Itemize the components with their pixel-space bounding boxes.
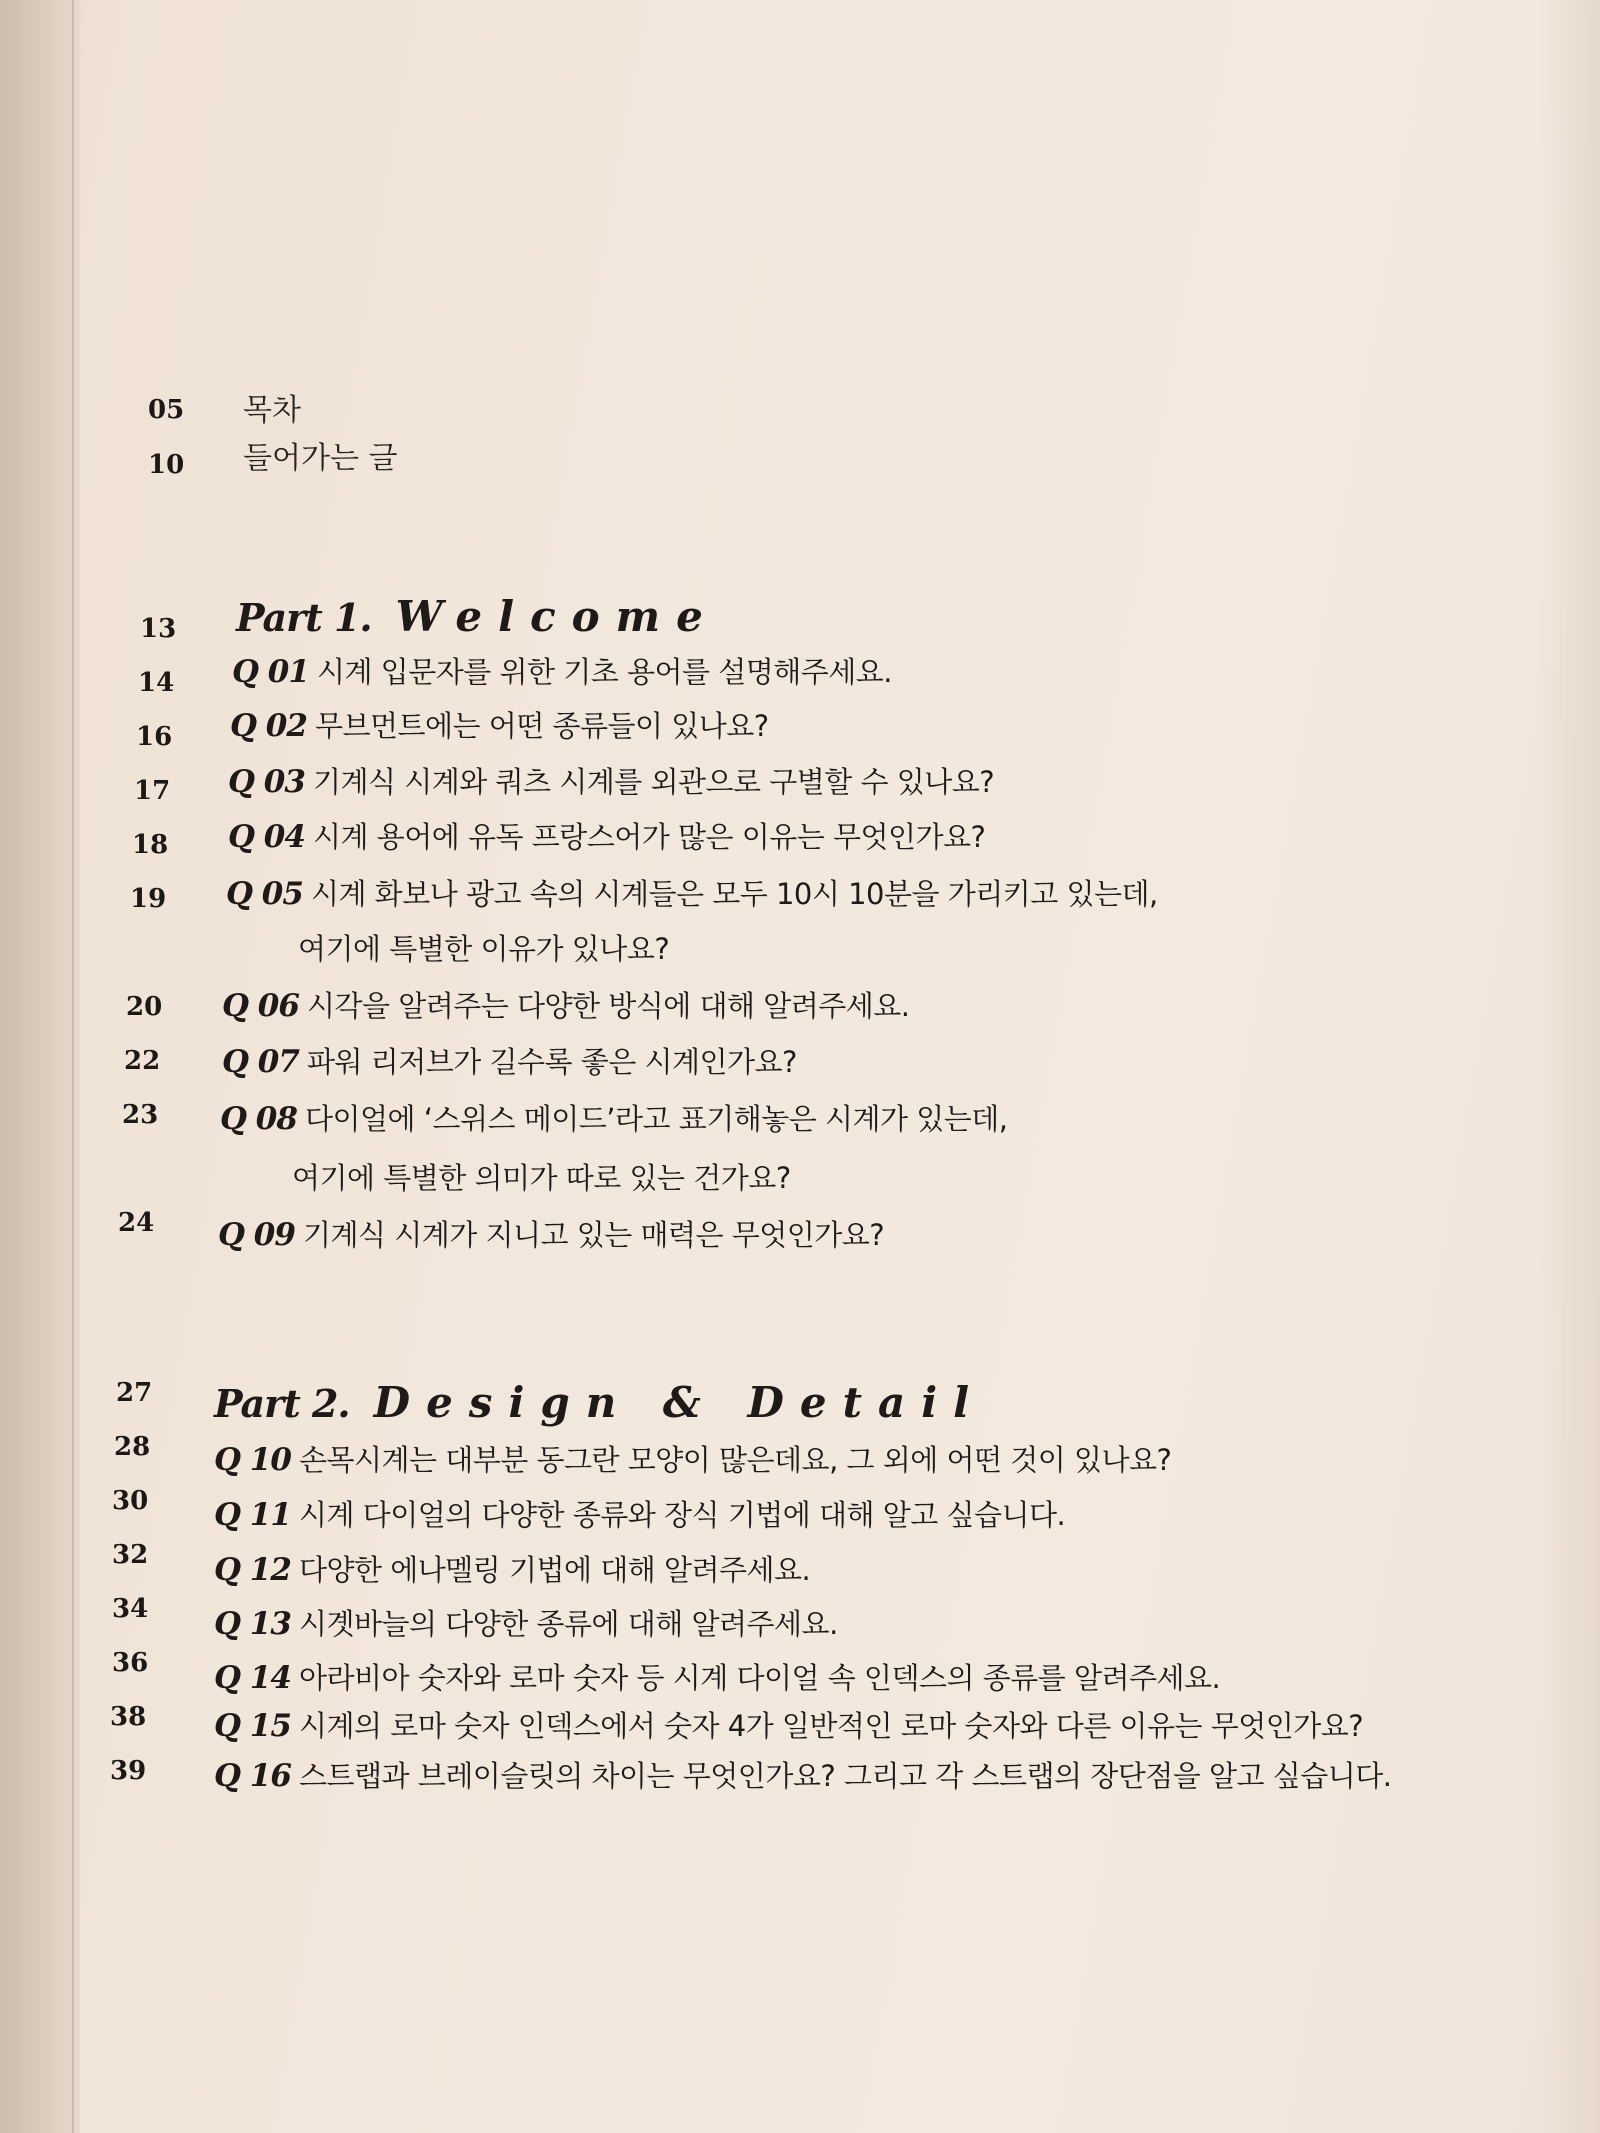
question-text: 아라비아 숫자와 로마 숫자 등 시계 다이얼 속 인덱스의 종류를 알려주세요. <box>298 1661 1221 1695</box>
toc-page-number: 10 <box>148 450 185 480</box>
question-text-continued: 여기에 특별한 의미가 따로 있는 건가요? <box>292 1161 791 1195</box>
toc-page-number: 34 <box>112 1594 149 1624</box>
toc-page-number: 18 <box>132 830 169 860</box>
question-text: 시각을 알려주는 다양한 방식에 대해 알려주세요. <box>306 989 910 1023</box>
question-text: 시계 다이얼의 다양한 종류와 장식 기법에 대해 알고 싶습니다. <box>298 1498 1066 1532</box>
toc-entry-title: 목차 <box>243 393 301 428</box>
question-text: 파워 리저브가 길수록 좋은 시계인가요? <box>306 1045 797 1079</box>
question-text-continued: 여기에 특별한 이유가 있나요? <box>298 932 670 966</box>
toc-page-number: 13 <box>140 614 177 644</box>
toc-page-number: 24 <box>118 1208 155 1238</box>
question-number: Q 03 <box>228 764 305 800</box>
question-number: Q 05 <box>226 876 303 912</box>
toc-entry-title: 들어가는 글 <box>243 441 398 476</box>
gutter-divider <box>72 0 74 2133</box>
toc-page-number: 20 <box>126 992 163 1022</box>
question-text: 시계의 로마 숫자 인덱스에서 숫자 4가 일반적인 로마 숫자와 다른 이유는 무엇인가요? <box>298 1709 1364 1743</box>
toc-page-number: 28 <box>114 1432 151 1462</box>
question-text: 기계식 시계가 지니고 있는 매력은 무엇인가요? <box>302 1218 885 1252</box>
question-number: Q 16 <box>214 1758 291 1794</box>
question-text: 시곗바늘의 다양한 종류에 대해 알려주세요. <box>298 1607 838 1641</box>
question-number: Q 13 <box>214 1606 291 1642</box>
question-number: Q 09 <box>218 1217 295 1253</box>
question-number: Q 02 <box>230 708 307 744</box>
part-title: Welcome <box>395 592 719 641</box>
toc-page-number: 36 <box>112 1648 149 1678</box>
page-edge-shadow <box>1540 0 1600 2133</box>
question-number: Q 14 <box>214 1660 291 1696</box>
question-number: Q 06 <box>222 988 299 1024</box>
question-text: 무브먼트에는 어떤 종류들이 있나요? <box>314 709 769 743</box>
part-label: Part 1. <box>236 595 372 640</box>
question-text: 시계 화보나 광고 속의 시계들은 모두 10시 10분을 가리키고 있는데, <box>310 877 1158 911</box>
question-number: Q 07 <box>222 1044 299 1080</box>
toc-page-number: 22 <box>124 1046 161 1076</box>
toc-page-number: 16 <box>136 722 173 752</box>
toc-page-number: 05 <box>148 395 185 425</box>
question-text: 시계 용어에 유독 프랑스어가 많은 이유는 무엇인가요? <box>312 820 986 854</box>
toc-page-number: 39 <box>110 1756 147 1786</box>
toc-page-number: 30 <box>112 1486 149 1516</box>
book-gutter <box>0 0 80 2133</box>
question-number: Q 12 <box>214 1552 291 1588</box>
question-text: 다양한 에나멜링 기법에 대해 알려주세요. <box>298 1553 811 1587</box>
toc-page-number: 17 <box>134 776 171 806</box>
question-text: 손목시계는 대부분 동그란 모양이 많은데요, 그 외에 어떤 것이 있나요? <box>298 1443 1172 1477</box>
toc-page-number: 27 <box>116 1378 153 1408</box>
toc-page-number: 23 <box>122 1100 159 1130</box>
toc-page-number: 14 <box>138 668 175 698</box>
part-label: Part 2. <box>214 1381 350 1426</box>
question-number: Q 01 <box>232 654 309 690</box>
question-text: 시계 입문자를 위한 기초 용어를 설명해주세요. <box>316 655 893 689</box>
toc-page-number: 19 <box>130 884 167 914</box>
question-text: 기계식 시계와 쿼츠 시계를 외관으로 구별할 수 있나요? <box>312 765 995 799</box>
question-number: Q 15 <box>214 1708 291 1744</box>
toc-page-number: 38 <box>110 1702 147 1732</box>
question-text: 다이얼에 ‘스위스 메이드’라고 표기해놓은 시계가 있는데, <box>304 1102 1008 1136</box>
question-text: 스트랩과 브레이슬릿의 차이는 무엇인가요? 그리고 각 스트랩의 장단점을 알고 싶습니다. <box>298 1759 1392 1793</box>
question-number: Q 11 <box>214 1497 291 1533</box>
question-number: Q 08 <box>220 1101 297 1137</box>
toc-page-number: 32 <box>112 1540 149 1570</box>
question-number: Q 10 <box>214 1442 291 1478</box>
part-title: Design & Detail <box>373 1378 986 1427</box>
question-number: Q 04 <box>228 819 305 855</box>
